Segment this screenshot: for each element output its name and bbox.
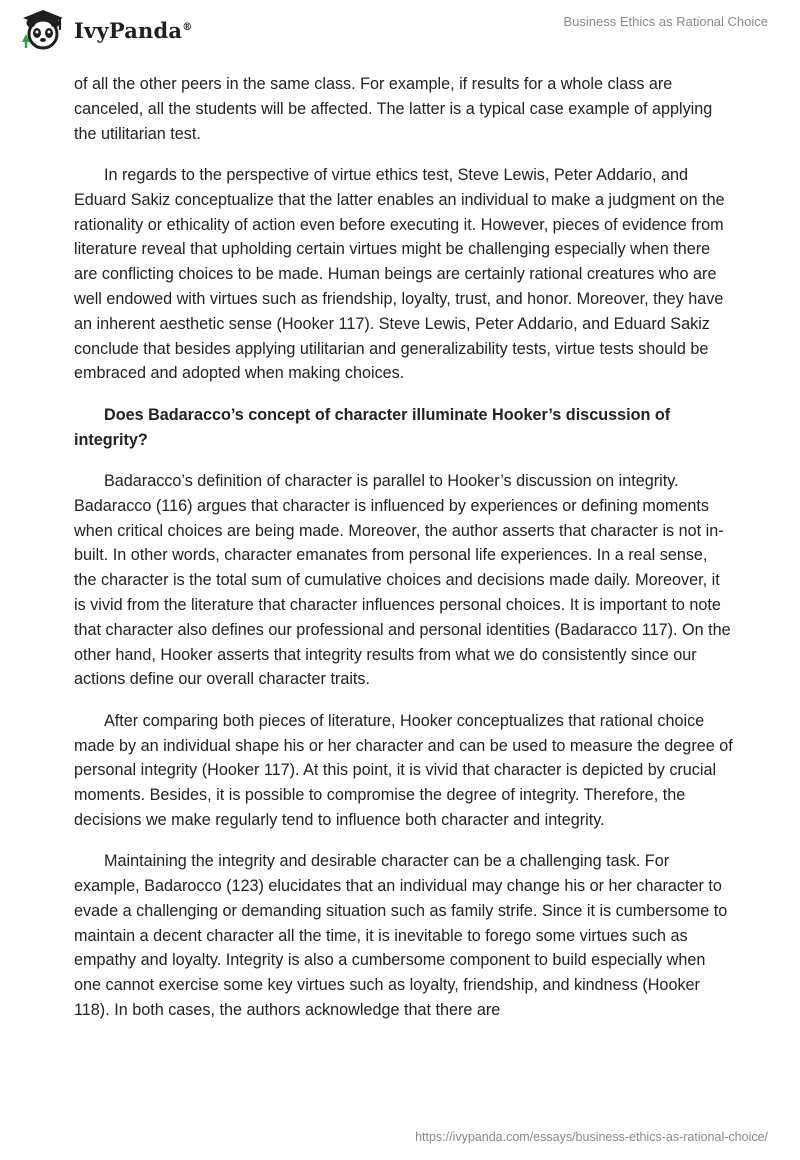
panda-logo-icon (16, 8, 70, 52)
paragraph-virtue-ethics: In regards to the perspective of virtue ethics test, Steve Lewis, Peter Addario, and Eduard Sakiz conceptualize that the latter enables an individual to make a judgment on the rationality or ethicality of action even before executing it. However, pieces of evidence from literature reveal that upholding certain virtues might be challenging especially when there are conflicting choices to be made. Human beings are certainly rational creatures who are well endowed with virtues such as friendship, loyalty, trust, and honor. Moreover, they have an inherent aesthetic sense (Hooker 117). Steve Lewis, Peter Addario, and Eduard Sakiz conclude that besides applying utilitarian and generalizability tests, virtue tests should be embraced and adopted when making choices. (74, 165, 725, 383)
section-heading: Does Badaracco’s concept of character illuminate Hooker’s discussion of integrity? (74, 405, 671, 449)
paragraph-character-definition: Badaracco’s definition of character is parallel to Hooker’s discussion on integrity. Badaracco (116) argues that character is influenced by experiences or defining moments when critical choices are being made. Moreover, the author asserts that character is not in-built. In other words, character emanates from personal life experiences. In a real sense, the character is the total sum of cumulative choices and decisions made daily. Moreover, it is vivid from the literature that character influences personal choices. It is important to note that character also defines our professional and personal identities (Badaracco 117). On the other hand, Hooker asserts that integrity results from what we do consistently since our actions define our overall character traits. (74, 471, 731, 689)
page-header (0, 0, 800, 70)
source-url-link[interactable]: https://ivypanda.com/essays/business-ethics-as-rational-choice/ (415, 1130, 768, 1144)
brand-logo[interactable] (16, 8, 192, 52)
paragraph-comparison: After comparing both pieces of literature, Hooker conceptualizes that rational choice made by an individual shape his or her character and can be used to measure the degree of personal integrity (Hooker 117). At this point, it is vivid that character is depicted by crucial moments. Besides, it is possible to compromise the degree of integrity. Therefore, the decisions we make regularly tend to influence both character and integrity. (74, 711, 733, 829)
paragraph-maintaining-integrity: Maintaining the integrity and desirable character can be a challenging task. For example, Badarocco (123) elucidates that an individual may change his or her character to evade a challenging or demanding situation such as family strife. Since it is cumbersome to maintain a decent character all the time, it is inevitable to forego some virtues such as empathy and loyalty. Integrity is also a cumbersome component to build especially when one cannot exercise some key virtues such as loyalty, friendship, and kindness (Hooker 118). In both cases, the authors acknowledge that there are (74, 852, 728, 1020)
brand-name: IvyPanda® (74, 17, 193, 43)
essay-body (74, 72, 734, 1039)
document-title: Business Ethics as Rational Choice (563, 14, 768, 29)
paragraph-continuation: of all the other peers in the same class. For example, if results for a whole class are canceled, all the students will be affected. The latter is a typical case example of applying the utilitarian test. (74, 75, 713, 143)
